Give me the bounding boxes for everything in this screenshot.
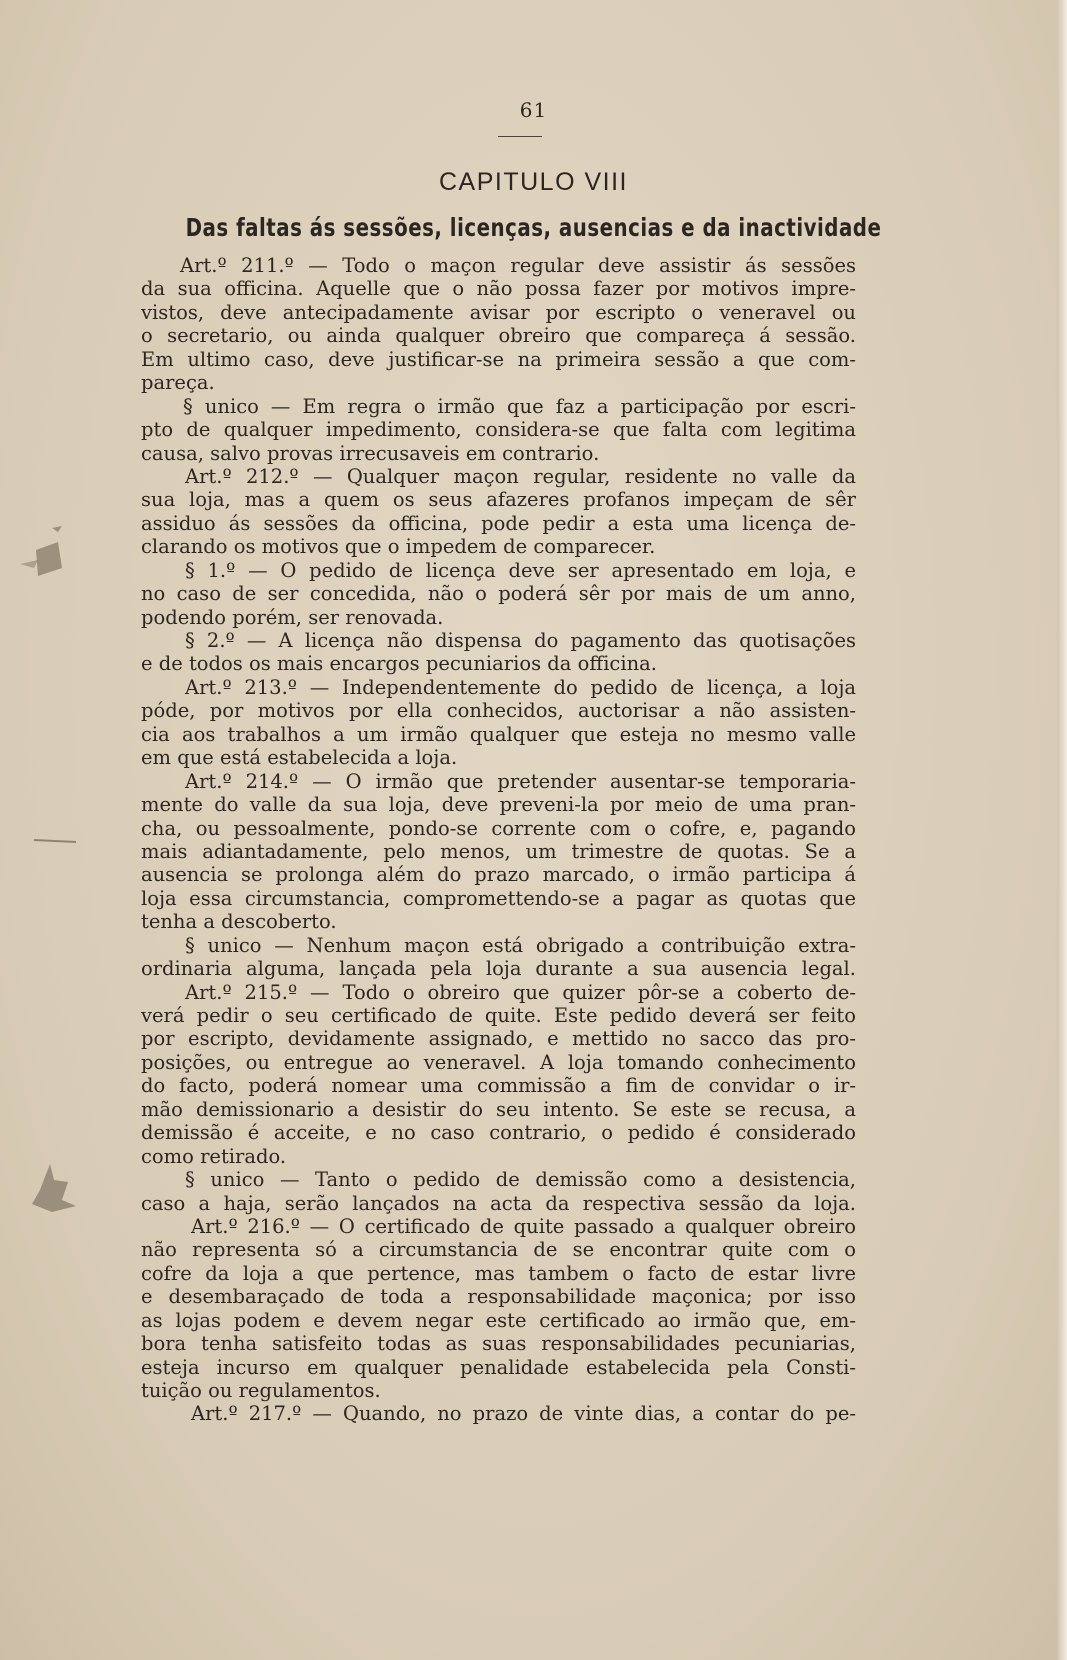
text-line: loja essa circumstancia, compromettendo-se a pagar as quotas que (141, 886, 856, 910)
chapter-title: CAPITULO VIII (439, 168, 628, 196)
text-line: § 1.º — O pedido de licença deve ser apresentado em loja, e (185, 558, 856, 582)
text-line: Art.º 217.º — Quando, no prazo de vinte dias, a contar do pe- (191, 1402, 856, 1426)
margin-stain-mark-lower (22, 1160, 78, 1220)
text-line: da sua officina. Aquelle que o não possa fazer por motivos impre- (141, 277, 856, 301)
text-line: no caso de ser concedida, não o poderá sêr por mais de um anno, (141, 582, 856, 606)
text-line: sua loja, mas a quem os seus afazeres profanos impeçam de sêr (141, 488, 856, 512)
text-line: Art.º 212.º — Qualquer maçon regular, residente no valle da (185, 464, 856, 488)
page-number-rule (498, 136, 542, 137)
margin-stain-mark (14, 520, 68, 580)
chapter-subtitle: Das faltas ás sessões, licenças, ausencias e da inactividade (185, 214, 882, 243)
text-line: não representa só a circumstancia de se encontrar quite com o (141, 1238, 856, 1262)
text-line: do facto, poderá nomear uma commissão a fim de convidar o ir- (141, 1074, 856, 1098)
text-line: Art.º 213.º — Independentemente do pedido de licença, a loja (185, 675, 856, 699)
text-line: pto de qualquer impedimento, considera-se que falta com legitima (141, 418, 856, 442)
text-line: tuição ou regulamentos. (141, 1379, 381, 1402)
text-line: pareça. (141, 371, 215, 395)
text-line: clarando os motivos que o impedem de comparecer. (141, 535, 656, 559)
text-line: como retirado. (141, 1144, 287, 1168)
text-line: Art.º 214.º — O irmão que pretender ausentar-se temporaria- (185, 769, 856, 793)
text-line: mente do valle da sua loja, deve preveni-la por meio de uma pran- (141, 793, 856, 817)
text-line: mais adiantadamente, pelo menos, um trimestre de quotas. Se a (141, 839, 856, 863)
text-line: cha, ou pessoalmente, pondo-se corrente com o cofre, e, pagando (141, 816, 856, 840)
text-line: causa, salvo provas irrecusaveis em contrario. (141, 441, 600, 465)
text-line: podendo porém, ser renovada. (141, 605, 444, 629)
text-line: posições, ou entregue ao veneravel. A loja tomando conhecimento (141, 1050, 856, 1074)
margin-dash-mark (30, 830, 80, 850)
text-line: cofre da loja a que pertence, mas tambem o facto de estar livre (141, 1261, 856, 1285)
text-line: Em ultimo caso, deve justificar-se na primeira sessão a que com- (141, 347, 856, 371)
text-line: § unico — Em regra o irmão que faz a participação por escri- (183, 394, 856, 418)
page-number: 61 (519, 98, 548, 122)
text-line: Art.º 215.º — Todo o obreiro que quizer pôr-se a coberto de- (185, 980, 856, 1004)
text-line: vistos, deve antecipadamente avisar por escripto o veneravel ou (141, 300, 856, 324)
text-line: ausencia se prolonga além do prazo marcado, o irmão participa á (141, 863, 856, 887)
text-line: mão demissionario a desistir do seu intento. Se este se recusa, a (141, 1097, 856, 1121)
text-line: em que está estabelecida a loja. (141, 746, 458, 770)
text-line: as lojas podem e devem negar este certificado ao irmão que, em- (141, 1308, 856, 1332)
page-edge (1057, 0, 1067, 1660)
text-line: cia aos trabalhos a um irmão qualquer que esteja no mesmo valle (141, 722, 856, 746)
text-line: § unico — Nenhum maçon está obrigado a contribuição extra- (185, 933, 856, 957)
text-line: caso a haja, serão lançados na acta da respectiva sessão da loja. (141, 1191, 856, 1215)
text-line: bora tenha satisfeito todas as suas responsabilidades pecuniarias, (141, 1332, 856, 1356)
text-line: e desembaraçado de toda a responsabilidade maçonica; por isso (141, 1285, 856, 1309)
text-line: § unico — Tanto o pedido de demissão como a desistencia, (185, 1168, 856, 1192)
text-line: esteja incurso em qualquer penalidade estabelecida pela Consti- (141, 1355, 856, 1379)
text-line: § 2.º — A licença não dispensa do pagamento das quotisações (185, 629, 856, 652)
text-line: Art.º 216.º — O certificado de quite passado a qualquer obreiro (191, 1214, 856, 1238)
text-line: ordinaria alguma, lançada pela loja durante a sua ausencia legal. (141, 957, 856, 981)
text-line: Art.º 211.º — Todo o maçon regular deve assistir ás sessões (180, 254, 856, 277)
text-line: tenha a descoberto. (141, 910, 337, 934)
body-text (141, 254, 856, 1426)
text-line: por escripto, devidamente assignado, e mettido no sacco das pro- (141, 1027, 856, 1051)
text-line: verá pedir o seu certificado de quite. Este pedido deverá ser feito (141, 1004, 856, 1027)
text-line: demissão é acceite, e no caso contrario, o pedido é considerado (141, 1121, 856, 1145)
text-line: e de todos os mais encargos pecuniarios da officina. (141, 652, 657, 676)
text-line: assiduo ás sessões da officina, pode pedir a esta uma licença de- (141, 511, 856, 535)
text-line: póde, por motivos por ella conhecidos, auctorisar a não assisten- (141, 699, 856, 723)
text-line: o secretario, ou ainda qualquer obreiro que compareça á sessão. (141, 324, 856, 348)
